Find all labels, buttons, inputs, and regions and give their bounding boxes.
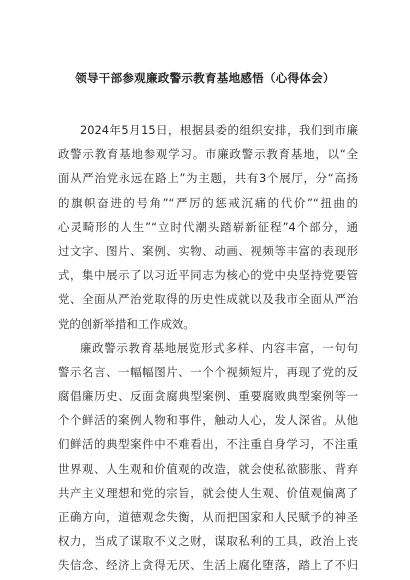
text-line: 的旗帜奋进的号角”“严厉的惩戒沉痛的代价”“扭曲的	[58, 195, 358, 210]
text-line: 心灵畸形的人生”“立时代潮头踏崭新征程”4个部分，通	[58, 219, 358, 234]
text-line: 2024年5月15日，根据县委的组织安排，我们到市廉	[80, 123, 358, 137]
paragraph-2	[58, 336, 358, 578]
text-line: 个个鲜活的案例人物和事件，触动人心，发人深省。从他	[58, 413, 358, 428]
text-line: 腐倡廉历史、反面贪腐典型案例、重要腐败典型案例等一	[58, 389, 358, 404]
text-line: 们鲜活的典型案件中不难看出，不注重自身学习，不注重	[58, 437, 358, 452]
document-body	[58, 118, 358, 578]
paragraph-1	[58, 118, 358, 336]
text-line: 党、全面从严治党取得的历史性成就以及我市全面从严治	[58, 292, 358, 307]
text-line: 面从严治党永远在路上”为主题，共有3个展厅，分“高扬	[58, 171, 358, 186]
text-line: 共产主义理想和党的宗旨，就会使人生观、价值观偏离了	[58, 485, 358, 500]
text-line: 廉政警示教育基地展览形式多样、内容丰富，一句句	[80, 340, 358, 355]
text-line: 党的创新举措和工作成效。	[58, 316, 195, 331]
text-line: 式，集中展示了以习近平同志为核心的党中央坚持党要管	[58, 268, 358, 283]
document-title: 领导干部参观廉政警示教育基地感悟（心得体会）	[75, 71, 335, 85]
text-line: 失信念、经济上贪得无厌、生活上腐化堕落，踏上了不归	[58, 558, 358, 573]
text-line: 警示名言、一幅幅图片、一个个视频短片，再现了党的反	[58, 364, 358, 379]
text-line: 世界观、人生观和价值观的改造，就会使私欲膨胀、背弃	[58, 461, 358, 476]
text-line: 过文字、图片、案例、实物、动画、视频等丰富的表现形	[58, 243, 358, 258]
text-line: 权力，当成了谋取不义之财，谋取私利的工具，政治上丧	[58, 534, 358, 549]
text-line: 政警示教育基地参观学习。市廉政警示教育基地，以“全	[58, 147, 358, 162]
text-line: 正确方向，道德观念失衡，从而把国家和人民赋予的神圣	[58, 510, 358, 524]
